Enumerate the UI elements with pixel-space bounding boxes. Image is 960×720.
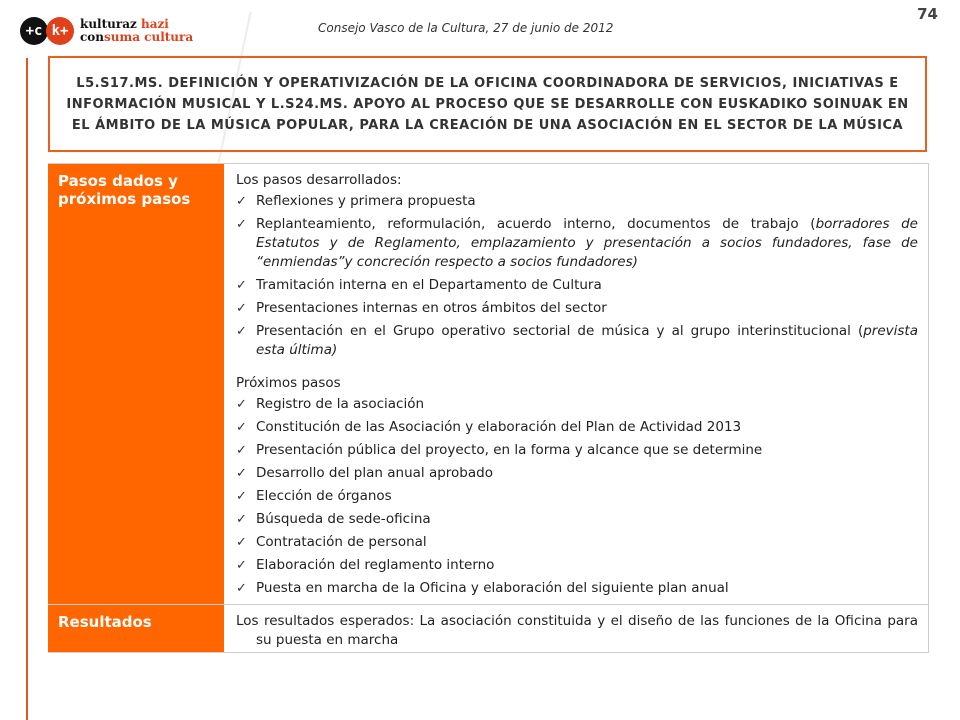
check-icon: ✓ <box>236 443 247 458</box>
logo-circle-plus-c: +c <box>20 17 48 45</box>
developed-intro: Los pasos desarrollados: <box>236 172 402 188</box>
check-icon: ✓ <box>236 397 247 412</box>
check-icon: ✓ <box>236 324 247 339</box>
check-icon: ✓ <box>236 420 247 435</box>
check-icon: ✓ <box>236 581 247 596</box>
logo-word-con: con <box>80 30 105 44</box>
row-content-resultados <box>224 605 929 653</box>
header-caption: Consejo Vasco de la Cultura, 27 de junio de 2012 <box>318 21 614 35</box>
check-icon: ✓ <box>236 535 247 550</box>
section-title: L5.S17.MS. DEFINICIÓN Y OPERATIVIZACIÓN DE LA OFICINA COORDINADORA DE SERVICIOS, INICIATIVAS E INFORMACIÓN MUSICAL Y L.S24.MS. APOYO AL PROCESO QUE SE DESARROLLE CON EUSKADIKO SOINUAK EN EL ÁMBITO DE LA MÚSICA POPULAR, PARA LA CREACIÓN DE UNA ASOCIACIÓN EN EL SECTOR DE LA MÚSICA <box>48 56 927 152</box>
list-item: ✓ Tramitación interna en el Departamento de Cultura <box>236 277 602 293</box>
next-steps-intro: Próximos pasos <box>236 375 341 391</box>
list-item: ✓ Presentaciones internas en otros ámbitos del sector <box>236 300 607 316</box>
list-item: ✓ Replanteamiento, reformulación, acuerdo interno, documentos de trabajo (borradores de Estatutos y de Reglamento, emplazamiento y presentación a socios fundadores, fase de “enmiendas”y concreción respecto a socios fundadores) <box>236 216 918 270</box>
logo-word-suma-cultura: suma cultura <box>104 30 194 44</box>
logo-wordmark <box>80 18 193 44</box>
results-text: Los resultados esperados: La asociación constituida y el diseño de las funciones de la Oficina para su puesta en marcha <box>236 613 918 648</box>
check-icon: ✓ <box>236 217 247 232</box>
check-icon: ✓ <box>236 301 247 316</box>
list-item: ✓ Presentación en el Grupo operativo sectorial de música y al grupo interinstitucional (prevista esta última) <box>236 323 918 358</box>
row-label-pasos: Pasos dados y próximos pasos <box>48 164 224 605</box>
row-label-resultados: Resultados <box>48 605 224 653</box>
content-table <box>48 163 929 653</box>
list-item: ✓ Constitución de las Asociación y elaboración del Plan de Actividad 2013 <box>236 419 742 435</box>
list-item: ✓ Elaboración del reglamento interno <box>236 557 495 573</box>
left-accent-line <box>26 58 28 720</box>
list-item: ✓ Presentación pública del proyecto, en la forma y alcance que se determine <box>236 442 763 458</box>
next-steps-list <box>236 395 918 598</box>
list-item: ✓ Desarrollo del plan anual aprobado <box>236 465 493 481</box>
table-row-resultados <box>48 605 929 653</box>
check-icon: ✓ <box>236 278 247 293</box>
list-item: ✓ Registro de la asociación <box>236 396 425 412</box>
list-item: ✓ Puesta en marcha de la Oficina y elaboración del siguiente plan anual <box>236 580 729 596</box>
developed-list <box>236 192 918 360</box>
row-content-pasos <box>224 164 929 605</box>
check-icon: ✓ <box>236 558 247 573</box>
check-icon: ✓ <box>236 489 247 504</box>
check-icon: ✓ <box>236 466 247 481</box>
list-item: ✓ Reflexiones y primera propuesta <box>236 193 476 209</box>
logo-word-kulturaz: kulturaz <box>80 17 137 31</box>
list-item: ✓ Contratación de personal <box>236 534 427 550</box>
logo-circle-k-plus: k+ <box>46 17 74 45</box>
page-number: 74 <box>917 5 938 23</box>
spacer <box>236 364 918 374</box>
list-item: ✓ Búsqueda de sede-oficina <box>236 511 431 527</box>
check-icon: ✓ <box>236 512 247 527</box>
table-row-pasos <box>48 164 929 605</box>
list-item: ✓ Elección de órganos <box>236 488 392 504</box>
logo <box>20 14 193 48</box>
logo-word-hazi: hazi <box>140 17 169 31</box>
check-icon: ✓ <box>236 194 247 209</box>
